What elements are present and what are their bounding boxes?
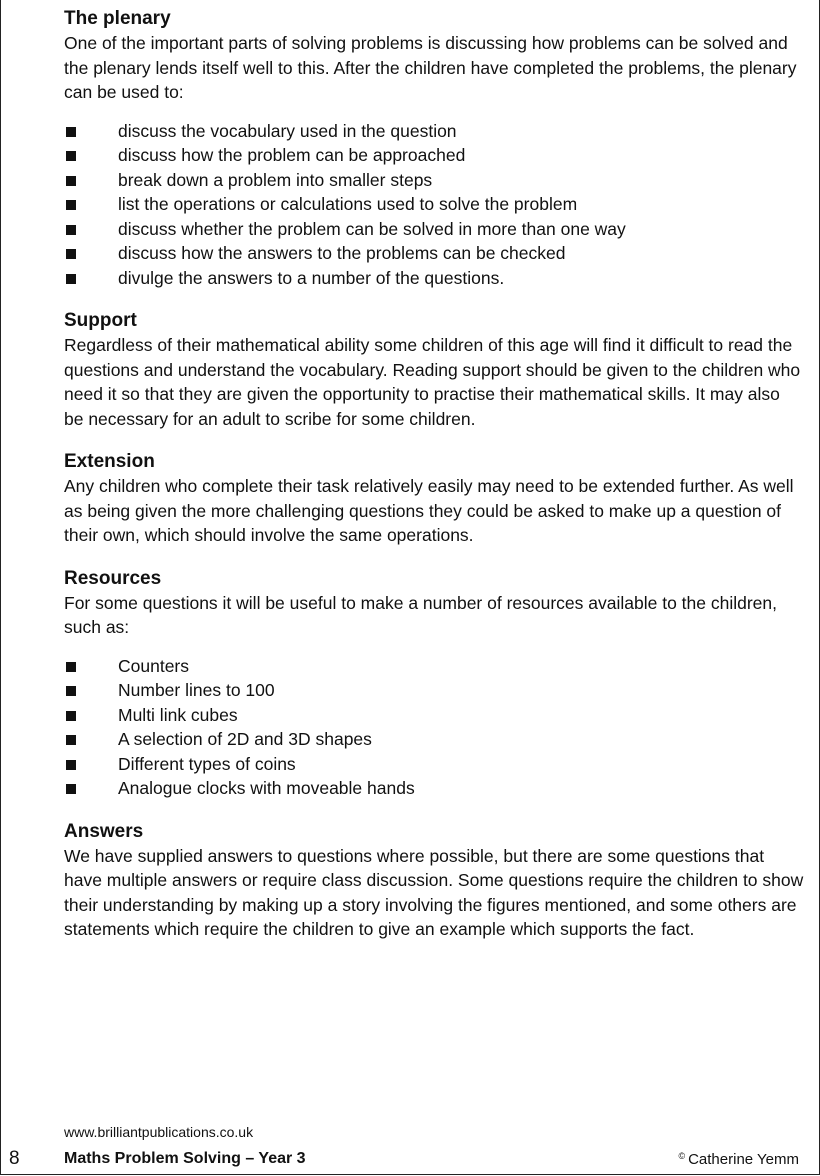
square-bullet-icon — [66, 249, 76, 259]
copyright-symbol: © — [678, 1151, 686, 1161]
list-item-text: discuss whether the problem can be solved in more than one way — [118, 218, 626, 239]
book-title: Maths Problem Solving – Year 3 — [64, 1150, 306, 1167]
list-item-text: Analogue clocks with moveable hands — [118, 778, 415, 798]
answers-heading: Answers — [64, 820, 144, 842]
list-item-text: Counters — [118, 655, 190, 676]
copyright — [678, 1151, 799, 1168]
page-content — [64, 6, 804, 960]
plenary-list — [64, 119, 804, 291]
resources-section — [64, 566, 804, 801]
square-bullet-icon — [66, 200, 76, 210]
list-item — [64, 654, 804, 679]
square-bullet-icon — [66, 686, 76, 696]
list-item — [64, 266, 804, 291]
list-item — [64, 703, 804, 728]
publisher-url[interactable]: www.brilliantpublications.co.uk — [64, 1124, 254, 1140]
list-item — [64, 752, 804, 777]
list-item — [64, 192, 804, 217]
list-item — [64, 143, 804, 168]
extension-heading: Extension — [64, 451, 155, 472]
list-item-text: Number lines to 100 — [118, 680, 275, 700]
list-item — [64, 727, 804, 752]
plenary-section — [64, 6, 804, 290]
square-bullet-icon — [66, 127, 76, 137]
list-item — [64, 776, 804, 801]
square-bullet-icon — [66, 662, 76, 672]
square-bullet-icon — [66, 176, 76, 186]
copyright-name: Catherine Yemm — [688, 1151, 799, 1168]
plenary-heading: The plenary — [64, 8, 171, 29]
square-bullet-icon — [66, 735, 76, 745]
support-section — [64, 308, 804, 431]
list-item-text: list the operations or calculations used to solve the problem — [118, 194, 578, 214]
list-item — [64, 168, 804, 193]
list-item — [64, 241, 804, 266]
resources-list — [64, 654, 804, 801]
answers-text: We have supplied answers to questions where possible, but there are some questions that have multiple answers or require class discussion. Some questions require the children to show their understanding by making up a story involving the figures mentioned, and some others are statements which require the children to give an example which supports the fact. — [64, 845, 804, 939]
list-item-text: Multi link cubes — [118, 704, 238, 725]
square-bullet-icon — [66, 151, 76, 161]
square-bullet-icon — [66, 225, 76, 235]
square-bullet-icon — [66, 784, 76, 794]
square-bullet-icon — [66, 711, 76, 721]
list-item-text: break down a problem into smaller steps — [118, 169, 433, 190]
list-item — [64, 217, 804, 242]
resources-intro: For some questions it will be useful to make a number of resources available to the children, such as: — [64, 592, 777, 637]
extension-section — [64, 449, 804, 548]
page-number: 8 — [9, 1148, 20, 1169]
list-item — [64, 119, 804, 144]
support-heading: Support — [64, 310, 137, 331]
extension-text: Any children who complete their task relatively easily may need to be extended further. As well as being given the more challenging questions they could be asked to make up a question of their own, which should involve the same operations. — [64, 476, 794, 545]
resources-heading: Resources — [64, 567, 162, 589]
list-item-text: Different types of coins — [118, 753, 296, 774]
list-item-text: discuss the vocabulary used in the question — [118, 120, 457, 141]
plenary-intro: One of the important parts of solving problems is discussing how problems can be solved and the plenary lends itself well to this. After the children have completed the problems, the plenary can be used to: — [64, 33, 797, 102]
list-item-text: divulge the answers to a number of the questions. — [118, 267, 505, 288]
support-text: Regardless of their mathematical ability some children of this age will find it difficult to read the questions and understand the vocabulary. Reading support should be given to the children who need it so that they are given the opportunity to practise their mathematical skills. It may also be necessary for an adult to scribe for some children. — [64, 335, 801, 429]
square-bullet-icon — [66, 274, 76, 284]
list-item-text: A selection of 2D and 3D shapes — [118, 729, 372, 749]
square-bullet-icon — [66, 760, 76, 770]
list-item-text: discuss how the problem can be approached — [118, 145, 466, 165]
list-item — [64, 678, 804, 703]
answers-section — [64, 819, 804, 942]
list-item-text: discuss how the answers to the problems can be checked — [118, 243, 566, 263]
